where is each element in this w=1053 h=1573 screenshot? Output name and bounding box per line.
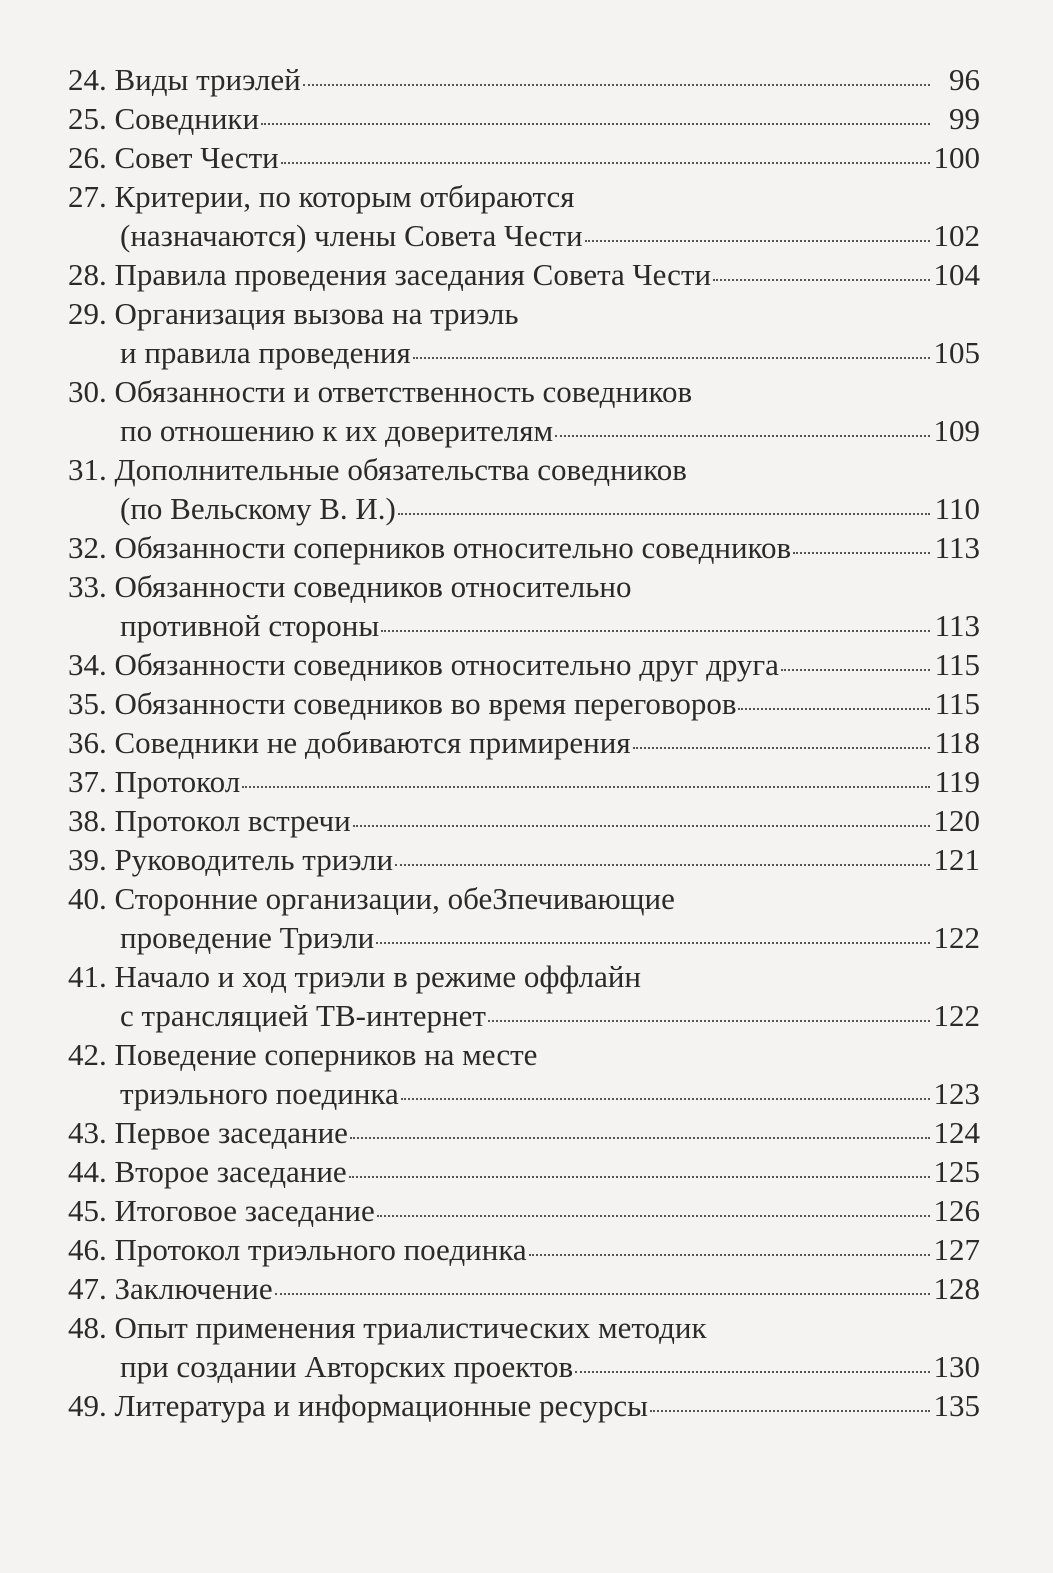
toc-entry: [68, 528, 980, 567]
toc-entry-number: 25.: [68, 101, 107, 136]
toc-entry-number: 35.: [68, 686, 107, 721]
dot-leader: [575, 1370, 930, 1373]
toc-entry: [68, 723, 980, 762]
toc-entry-title: Правила проведения заседания Совета Чести: [114, 257, 712, 292]
toc-entry-line: [68, 60, 980, 99]
toc-entry-title: и правила проведения: [120, 335, 411, 370]
toc-entry: [68, 684, 980, 723]
toc-entry-title: Руководитель триэли: [114, 842, 394, 877]
toc-entry: [68, 957, 980, 1035]
dot-leader: [281, 161, 930, 164]
toc-entry-number: 46.: [68, 1232, 107, 1267]
toc-entry-line: [68, 1113, 980, 1152]
toc-entry-number: 39.: [68, 842, 107, 877]
toc-entry: [68, 762, 980, 801]
toc-entry: [68, 450, 980, 528]
toc-entry-title: Поведение соперников на месте: [114, 1037, 538, 1072]
toc-entry-number: 49.: [68, 1388, 107, 1423]
toc-entry-title: триэльного поединка: [120, 1076, 399, 1111]
toc-entry-number: 48.: [68, 1310, 107, 1345]
dot-leader: [413, 356, 930, 359]
toc-entry-line: [68, 99, 980, 138]
toc-entry-page-number: 124: [933, 1115, 980, 1150]
dot-leader: [275, 1292, 930, 1295]
toc-entry: [68, 1191, 980, 1230]
toc-entry-continuation: [68, 1074, 980, 1113]
toc-entry-number: 30.: [68, 374, 107, 409]
toc-entry-line: [68, 138, 980, 177]
toc-entry-number: 43.: [68, 1115, 107, 1150]
toc-entry: [68, 255, 980, 294]
toc-entry-title: по отношению к их доверителям: [120, 413, 554, 448]
toc-entry-title: Второе заседание: [114, 1154, 347, 1189]
toc-entry-page-number: 109: [933, 413, 980, 448]
dot-leader: [633, 746, 930, 749]
toc-entry-page-number: 105: [933, 335, 980, 370]
toc-entry-number: 29.: [68, 296, 107, 331]
toc-entry-title: Первое заседание: [114, 1115, 348, 1150]
dot-leader: [650, 1409, 930, 1412]
toc-entry-number: 38.: [68, 803, 107, 838]
toc-entry-title: Совет Чести: [114, 140, 279, 175]
toc-entry-number: 24.: [68, 62, 107, 97]
toc-entry-page-number: 115: [934, 647, 980, 682]
toc-entry-page-number: 128: [933, 1271, 980, 1306]
toc-entry-page-number: 120: [933, 803, 980, 838]
toc-entry: [68, 567, 980, 645]
toc-entry-page-number: 122: [933, 998, 980, 1033]
toc-entry-number: 36.: [68, 725, 107, 760]
toc-entry-title: Виды триэлей: [114, 62, 301, 97]
toc-entry-number: 33.: [68, 569, 107, 604]
toc-entry-line: [68, 294, 980, 333]
dot-leader: [242, 785, 930, 788]
dot-leader: [261, 122, 930, 125]
toc-entry-continuation: [68, 606, 980, 645]
toc-entry: [68, 879, 980, 957]
toc-entry-title: с трансляцией ТВ-интернет: [120, 998, 486, 1033]
toc-entry: [68, 177, 980, 255]
toc-entry-title: Обязанности соперников относительно соведников: [114, 530, 792, 565]
toc-entry-line: [68, 801, 980, 840]
toc-entry-number: 37.: [68, 764, 107, 799]
toc-entry-line: [68, 957, 980, 996]
toc-entry: [68, 99, 980, 138]
toc-entry-line: [68, 1230, 980, 1269]
toc-entry-title: Литература и информационные ресурсы: [114, 1388, 648, 1423]
dot-leader: [303, 83, 930, 86]
toc-entry-number: 44.: [68, 1154, 107, 1189]
dot-leader: [376, 941, 930, 944]
toc-entry-line: [68, 1191, 980, 1230]
toc-entry-title: проведение Триэли: [120, 920, 375, 955]
toc-entry-line: [68, 840, 980, 879]
toc-entry-title: Опыт применения триалистических методик: [114, 1310, 707, 1345]
toc-entry-line: [68, 1386, 980, 1425]
dot-leader: [585, 239, 930, 242]
toc-entry: [68, 372, 980, 450]
toc-entry-number: 32.: [68, 530, 107, 565]
toc-entry-continuation: [68, 333, 980, 372]
toc-entry-page-number: 127: [933, 1232, 980, 1267]
toc-entry-page-number: 96: [949, 62, 980, 97]
toc-entry-line: [68, 645, 980, 684]
toc-entry-number: 40.: [68, 881, 107, 916]
toc-entry-title: Обязанности соведников относительно: [114, 569, 632, 604]
toc-entry-line: [68, 1269, 980, 1308]
toc-entry-continuation: [68, 996, 980, 1035]
toc-entry-number: 27.: [68, 179, 107, 214]
dot-leader: [488, 1019, 930, 1022]
toc-entry-number: 41.: [68, 959, 107, 994]
toc-entry-line: [68, 372, 980, 411]
toc-entry: [68, 1113, 980, 1152]
toc-entry-page-number: 104: [933, 257, 980, 292]
toc-entry-line: [68, 567, 980, 606]
toc-entry: [68, 840, 980, 879]
toc-entry-page-number: 130: [933, 1349, 980, 1384]
toc-entry-number: 45.: [68, 1193, 107, 1228]
toc-entry-line: [68, 1035, 980, 1074]
dot-leader: [781, 668, 930, 671]
toc-entry: [68, 1386, 980, 1425]
toc-entry: [68, 1308, 980, 1386]
toc-entry: [68, 1035, 980, 1113]
toc-entry: [68, 138, 980, 177]
toc-entry-page-number: 125: [933, 1154, 980, 1189]
toc-entry: [68, 1152, 980, 1191]
dot-leader: [713, 278, 930, 281]
toc-entry-line: [68, 255, 980, 294]
toc-entry-title: Критерии, по которым отбираются: [114, 179, 575, 214]
toc-entry-title: Обязанности соведников относительно друг друга: [114, 647, 779, 682]
toc-entry-page-number: 121: [933, 842, 980, 877]
toc-entry-page-number: 123: [933, 1076, 980, 1111]
toc-entry-continuation: [68, 1347, 980, 1386]
toc-entry-line: [68, 723, 980, 762]
dot-leader: [793, 551, 930, 554]
toc-entry-title: (по Вельскому В. И.): [120, 491, 396, 526]
toc-entry: [68, 1269, 980, 1308]
toc-entry-title: Протокол: [114, 764, 241, 799]
toc-entry: [68, 645, 980, 684]
toc-entry-number: 31.: [68, 452, 107, 487]
toc-entry-page-number: 113: [934, 530, 980, 565]
dot-leader: [529, 1253, 930, 1256]
toc-entry-title: Дополнительные обязательства соведников: [114, 452, 687, 487]
toc-entry-title: Организация вызова на триэль: [114, 296, 519, 331]
toc-entry-continuation: [68, 918, 980, 957]
dot-leader: [401, 1097, 930, 1100]
dot-leader: [350, 1136, 930, 1139]
toc-entry-title: Начало и ход триэли в режиме оффлайн: [114, 959, 642, 994]
toc-entry-line: [68, 177, 980, 216]
toc-entry-page-number: 102: [933, 218, 980, 253]
toc-entry-line: [68, 684, 980, 723]
toc-entry-title: при создании Авторских проектов: [120, 1349, 574, 1384]
table-of-contents: [68, 60, 980, 1425]
toc-entry-page-number: 110: [934, 491, 980, 526]
toc-entry-title: Соведники не добиваются примирения: [114, 725, 631, 760]
toc-entry-number: 42.: [68, 1037, 107, 1072]
toc-entry-page-number: 126: [933, 1193, 980, 1228]
toc-entry: [68, 294, 980, 372]
toc-entry-title: (назначаются) члены Совета Чести: [120, 218, 583, 253]
dot-leader: [738, 707, 930, 710]
toc-entry-page-number: 100: [933, 140, 980, 175]
toc-entry-title: Соведники: [114, 101, 260, 136]
toc-entry-title: Сторонние организации, обеЗпечивающие: [114, 881, 675, 916]
toc-entry-page-number: 135: [933, 1388, 980, 1423]
toc-entry-line: [68, 450, 980, 489]
dot-leader: [349, 1175, 930, 1178]
toc-entry-page-number: 118: [934, 725, 980, 760]
toc-entry-line: [68, 1308, 980, 1347]
dot-leader: [398, 512, 930, 515]
dot-leader: [555, 434, 930, 437]
dot-leader: [395, 863, 930, 866]
toc-entry-page-number: 119: [934, 764, 980, 799]
toc-entry-page-number: 115: [934, 686, 980, 721]
toc-entry-line: [68, 1152, 980, 1191]
toc-entry-number: 47.: [68, 1271, 107, 1306]
toc-entry-title: Обязанности и ответственность соведников: [114, 374, 693, 409]
toc-entry-line: [68, 528, 980, 567]
toc-entry-page-number: 99: [949, 101, 980, 136]
toc-entry-continuation: [68, 489, 980, 528]
toc-entry-page-number: 113: [934, 608, 980, 643]
dot-leader: [377, 1214, 930, 1217]
toc-entry-line: [68, 879, 980, 918]
toc-entry-continuation: [68, 216, 980, 255]
dot-leader: [381, 629, 930, 632]
toc-entry-number: 34.: [68, 647, 107, 682]
toc-entry-title: противной стороны: [120, 608, 380, 643]
toc-entry-number: 28.: [68, 257, 107, 292]
toc-entry: [68, 801, 980, 840]
toc-entry-continuation: [68, 411, 980, 450]
toc-entry-title: Заключение: [114, 1271, 273, 1306]
toc-entry: [68, 60, 980, 99]
toc-entry-number: 26.: [68, 140, 107, 175]
toc-entry-title: Итоговое заседание: [114, 1193, 375, 1228]
toc-entry-page-number: 122: [933, 920, 980, 955]
dot-leader: [353, 824, 930, 827]
toc-entry-title: Протокол встречи: [114, 803, 351, 838]
toc-entry: [68, 1230, 980, 1269]
toc-entry-title: Обязанности соведников во время переговоров: [114, 686, 737, 721]
toc-entry-title: Протокол триэльного поединка: [114, 1232, 527, 1267]
toc-entry-line: [68, 762, 980, 801]
